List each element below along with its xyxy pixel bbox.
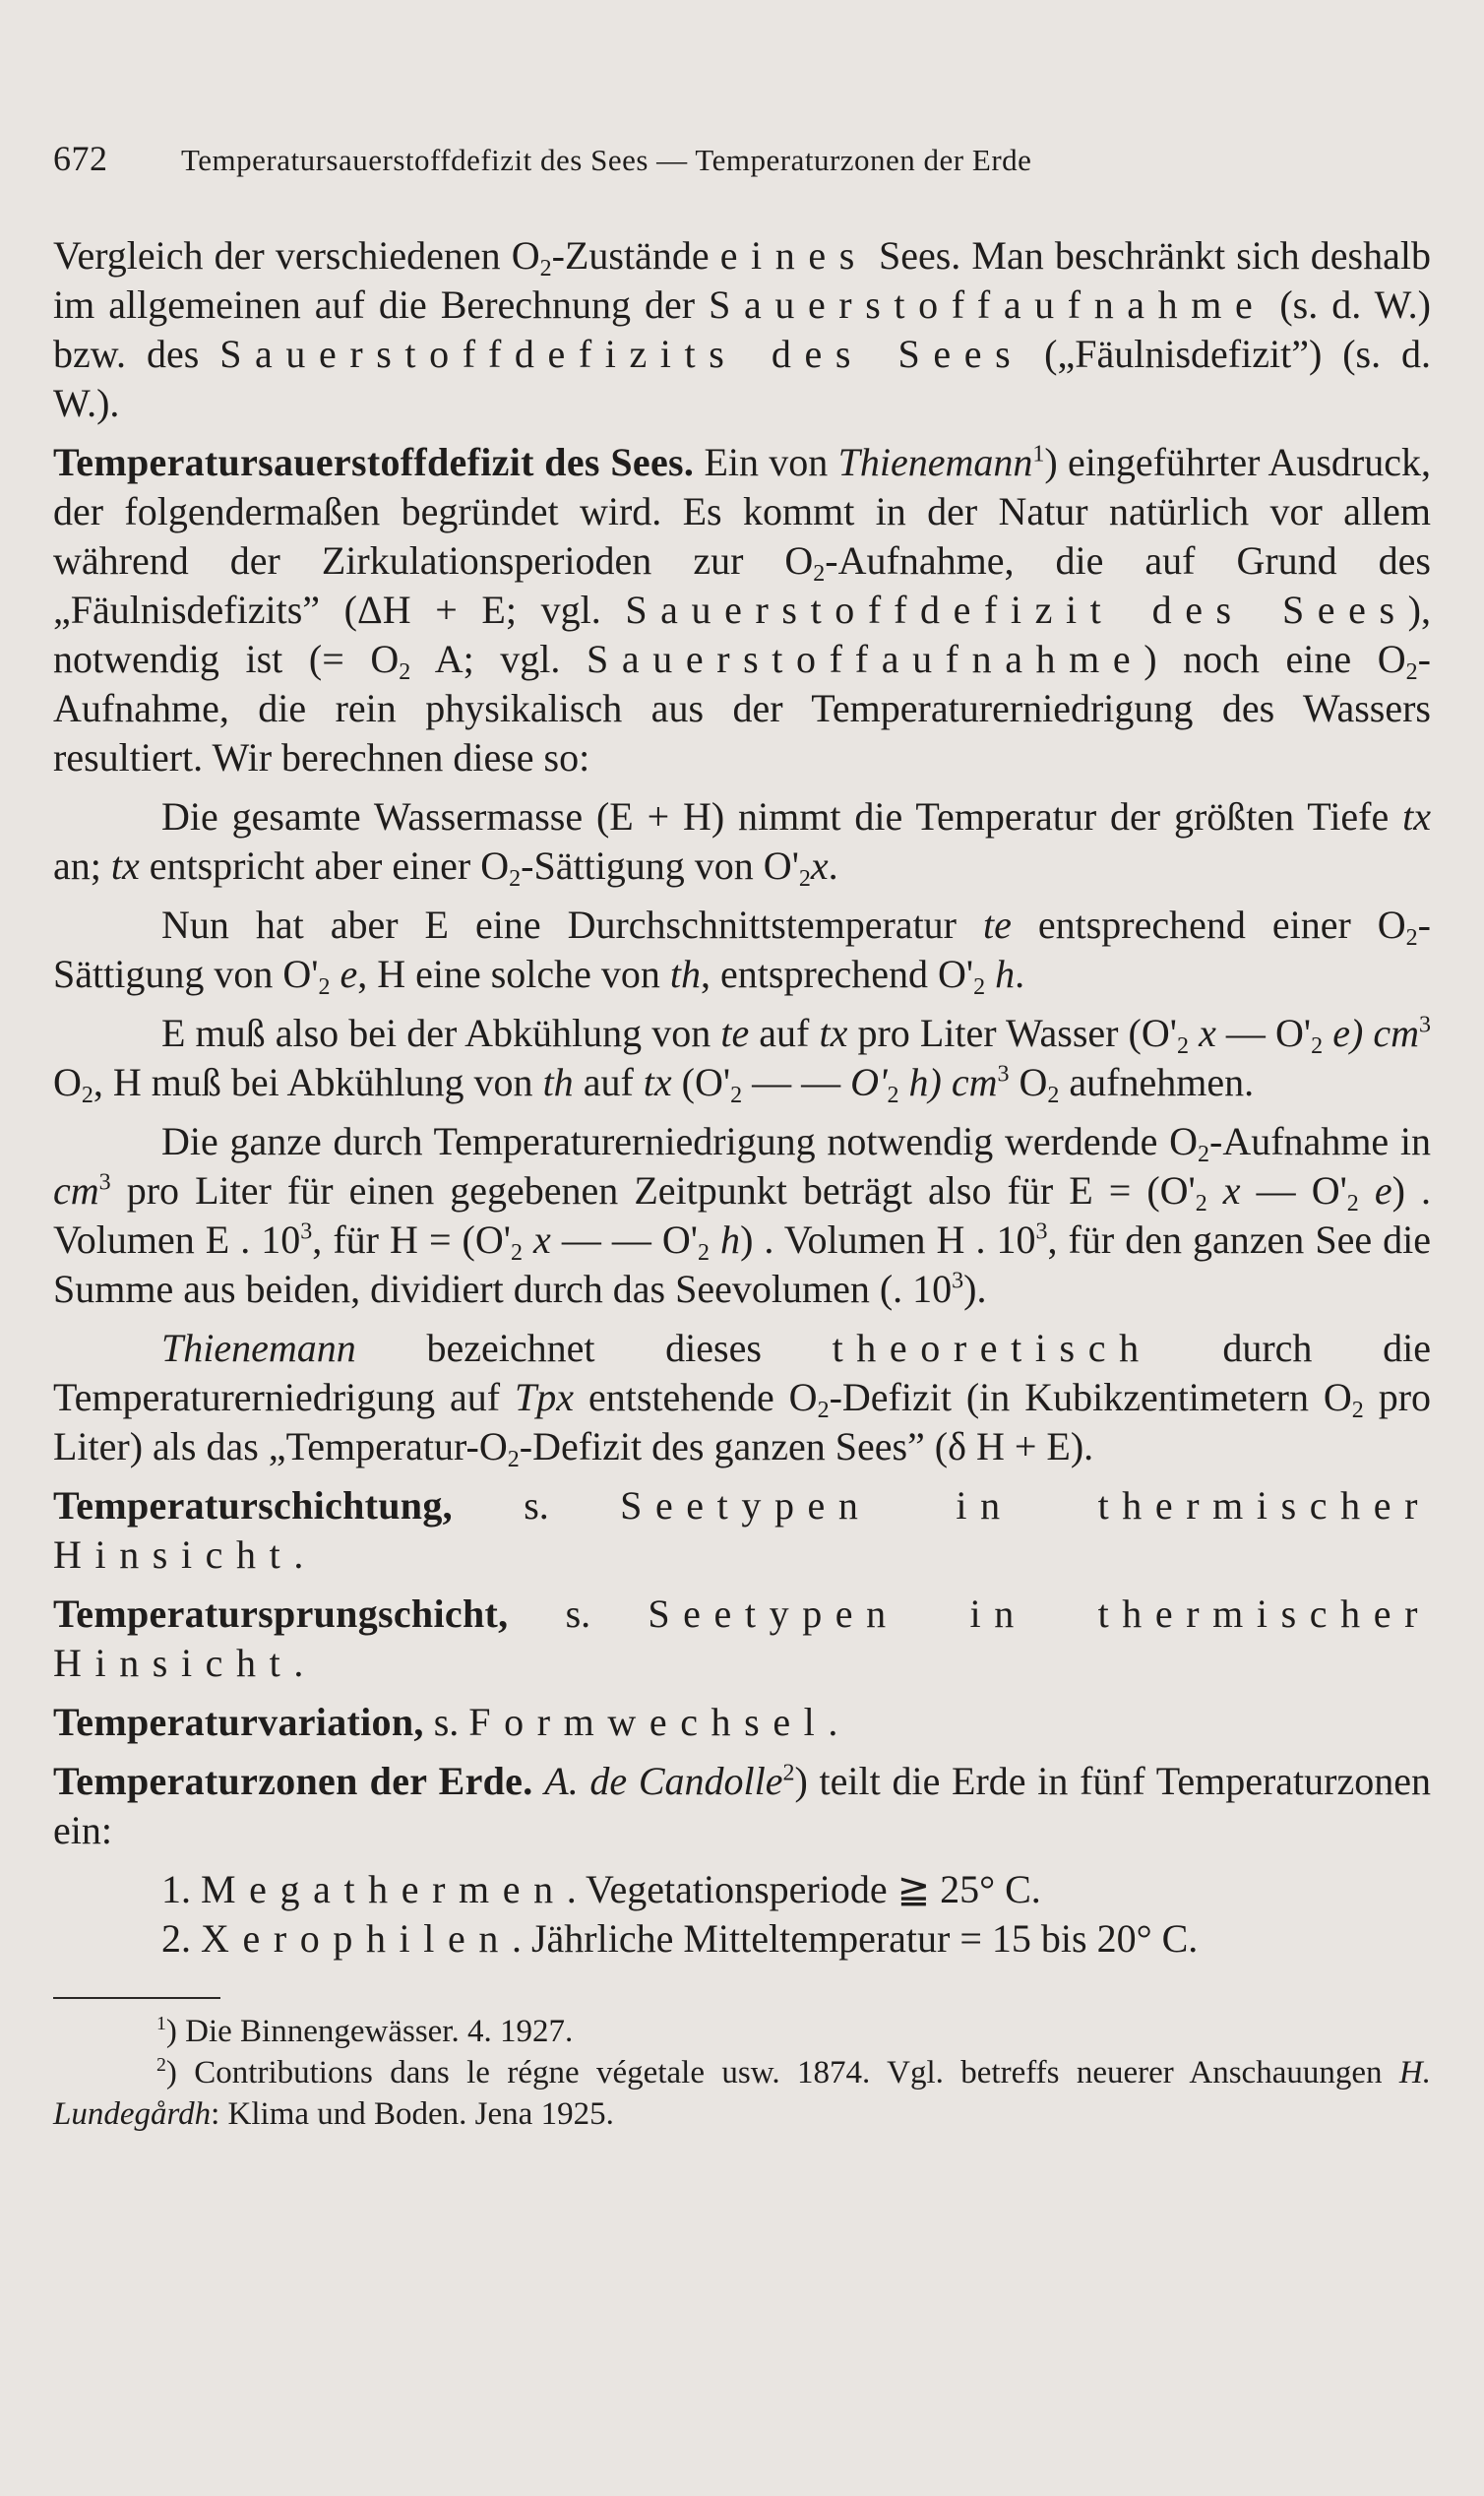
formula: te	[720, 1011, 750, 1056]
entry-heading: Temperaturschichtung,	[53, 1483, 453, 1529]
footnote-marker: 1	[1032, 441, 1045, 468]
text: Nun hat aber E eine Durchschnittstemperatur	[161, 903, 983, 948]
subscript: 2	[1198, 1142, 1210, 1168]
text: ) . Volumen E . 10	[53, 1168, 1432, 1263]
formula: h	[985, 952, 1016, 997]
formula: e	[1358, 1168, 1392, 1214]
text: , für den ganzen See die Summe aus beiden, dividiert durch das Seevolumen (. 10	[53, 1217, 1432, 1312]
subscript: 2	[1351, 1398, 1364, 1424]
author-name: Thienemann	[161, 1326, 356, 1371]
subscript: 2	[318, 974, 331, 1001]
superscript: 3	[1035, 1218, 1048, 1245]
subscript: 2	[798, 866, 811, 893]
formula: x	[522, 1217, 551, 1263]
text: — — O'	[550, 1217, 699, 1263]
entry-temperaturschichtung	[53, 1481, 1431, 1580]
formula: Tpx	[515, 1375, 575, 1420]
subscript: 2	[730, 1083, 743, 1109]
subscript: 2	[1176, 1033, 1189, 1060]
text: auf	[749, 1011, 820, 1056]
text: s.	[508, 1591, 649, 1637]
page-number: 672	[53, 139, 108, 178]
entry-temperaturzonen	[53, 1757, 1431, 1855]
subscript: 2	[813, 561, 826, 588]
text: -Defizit (in Kubikzentimetern O	[829, 1375, 1352, 1420]
spaced-emphasis: eines	[719, 233, 868, 279]
subscript: 2	[81, 1083, 93, 1109]
subscript: 2	[399, 659, 411, 686]
author-name: H. Lundegårdh	[53, 2055, 1431, 2133]
cross-reference: Seetypen in thermischer Hinsicht	[53, 1591, 1431, 1686]
formula: e) cm	[1323, 1011, 1420, 1056]
text: -Aufnahme in	[1209, 1119, 1432, 1164]
paragraph	[53, 792, 1431, 891]
spaced-emphasis: Megathermen	[201, 1867, 567, 1912]
cross-reference: Sauerstoffaufnahme	[587, 637, 1144, 682]
text: -Zustände	[551, 233, 720, 279]
list-item	[161, 1865, 1431, 1914]
text: -Defizit des ganzen Sees” (δ H + E).	[519, 1424, 1094, 1469]
subscript: 2	[507, 1447, 520, 1473]
text: bezeichnet dieses	[355, 1326, 833, 1371]
formula: tx	[819, 1011, 848, 1056]
text: s.	[452, 1483, 621, 1529]
text: ).	[963, 1267, 987, 1312]
list-number: 1.	[161, 1867, 191, 1912]
text: -Sättigung von O'	[521, 843, 799, 889]
formula: te	[982, 903, 1012, 948]
text: ) eingeführter Ausdruck, der folgendermaßen begründet wird. Es kommt in der Natur natürlich vor allem während der Zirkulationsperioden zur O	[53, 440, 1431, 584]
formula: h	[710, 1217, 741, 1263]
text: , für H = (O'	[312, 1217, 511, 1263]
footnote	[53, 2052, 1431, 2135]
subscript: 2	[1311, 1033, 1324, 1060]
footnote-marker: 1	[156, 2013, 166, 2035]
list-number: 2.	[161, 1916, 191, 1962]
book-page	[53, 138, 1431, 2135]
text: -Aufnahme, die auf Grund des „Fäulnisdefizits” (ΔH + E; vgl.	[53, 538, 1431, 633]
text: -Aufnahme, die rein physikalisch aus der Temperaturerniedrigung des Wassers resultiert. Wir berechnen diese so:	[53, 637, 1431, 780]
paragraph	[53, 1324, 1431, 1471]
author-name: Thienemann	[837, 440, 1033, 485]
text: . Jährliche Mitteltemperatur = 15 bis 20° C.	[511, 1916, 1199, 1962]
text: O	[53, 1060, 82, 1105]
subscript: 2	[1346, 1191, 1359, 1217]
text: Ein von	[694, 440, 838, 485]
formula: O'	[850, 1060, 888, 1105]
text	[533, 1759, 545, 1803]
text: — O'	[1215, 1011, 1312, 1056]
paragraph	[53, 1009, 1431, 1107]
cross-reference: Sauerstoffaufnahme	[709, 282, 1267, 328]
subscript: 2	[1047, 1083, 1060, 1109]
superscript: 3	[997, 1061, 1010, 1088]
superscript: 3	[1419, 1012, 1432, 1038]
formula: cm	[53, 1168, 99, 1214]
text: .	[828, 1700, 838, 1745]
subscript: 2	[1405, 659, 1418, 686]
text: .	[828, 843, 838, 889]
formula: tx	[110, 843, 140, 889]
text: Vergleich der verschiedenen O	[53, 233, 540, 279]
text: .	[1015, 952, 1025, 997]
text: (O'	[671, 1060, 731, 1105]
cross-reference: Seetypen in thermischer Hinsicht	[53, 1483, 1431, 1578]
text: pro Liter Wasser (O'	[847, 1011, 1177, 1056]
running-header	[53, 138, 1431, 180]
text: O	[1009, 1060, 1048, 1105]
text: E muß also bei der Abkühlung von	[161, 1011, 721, 1056]
text: .	[293, 1641, 304, 1686]
superscript: 3	[300, 1218, 313, 1245]
paragraph	[53, 901, 1431, 999]
text: — O'	[1240, 1168, 1347, 1214]
text: entspricht aber einer O	[139, 843, 510, 889]
entry-heading: Temperatursauerstoffdefizit des Sees.	[53, 440, 695, 485]
subscript: 2	[973, 974, 986, 1001]
text: s.	[423, 1700, 469, 1745]
formula: x	[810, 843, 829, 889]
formula: th	[669, 952, 702, 997]
text: auf	[573, 1060, 644, 1105]
superscript: 3	[98, 1169, 111, 1196]
text: . Vegetationsperiode ≧ 25° C.	[566, 1867, 1041, 1912]
entry-temperatursauerstoffdefizit	[53, 438, 1431, 782]
subscript: 2	[1195, 1191, 1207, 1217]
formula: x	[1188, 1011, 1216, 1056]
subscript: 2	[510, 1240, 523, 1267]
footnote-marker: 2	[156, 2054, 166, 2077]
text: („Fäulnisdefizit”) (s. d. W.).	[53, 332, 1431, 426]
footnote-marker: 2	[782, 1760, 795, 1786]
entry-temperaturvariation	[53, 1698, 1431, 1747]
text: ), notwendig ist (= O	[53, 588, 1431, 682]
paragraph	[53, 1117, 1431, 1314]
footnote-text: : Klima und Boden. Jena 1925.	[211, 2096, 614, 2133]
cross-reference: Sauerstoffdefizits des Sees	[219, 332, 1024, 377]
text: , entsprechend O'	[701, 952, 974, 997]
formula: tx	[1402, 794, 1431, 840]
footnote-text: ) Contributions dans le régne végetale usw. 1874. Vgl. betreffs neuerer Anschauungen	[165, 2055, 1399, 2091]
text: , H muß bei Abkühlung von	[93, 1060, 543, 1105]
formula: th	[542, 1060, 574, 1105]
text: entsprechend einer O	[1011, 903, 1406, 948]
text: -Sättigung von O'	[53, 903, 1431, 997]
text: — —	[742, 1060, 851, 1105]
text: ) . Volumen H . 10	[740, 1217, 1036, 1263]
entry-temperatursprungschicht	[53, 1590, 1431, 1688]
footnote-text: ) Die Binnengewässer. 4. 1927.	[165, 2014, 574, 2050]
text: Sees. Man beschränkt sich deshalb im allgemeinen auf die Berechnung der	[53, 233, 1431, 328]
spaced-emphasis: Xerophilen	[201, 1916, 512, 1962]
entry-heading: Temperatursprungschicht,	[53, 1591, 509, 1637]
text: Die gesamte Wassermasse (E + H) nimmt die Temperatur der größten Tiefe	[161, 794, 1403, 840]
entry-heading: Temperaturzonen der Erde.	[53, 1759, 533, 1804]
footnote-divider	[53, 1997, 220, 1999]
subscript: 2	[887, 1083, 899, 1109]
subscript: 2	[698, 1240, 711, 1267]
subscript: 2	[539, 256, 552, 282]
list-item	[53, 1914, 1431, 1964]
subscript: 2	[509, 866, 522, 893]
text: Die ganze durch Temperaturerniedrigung notwendig werdende O	[161, 1119, 1199, 1164]
text: entstehende O	[574, 1375, 818, 1420]
entry-heading: Temperaturvariation,	[53, 1700, 424, 1745]
text: , H eine solche von	[357, 952, 670, 997]
formula: tx	[643, 1060, 672, 1105]
text: .	[293, 1532, 304, 1578]
formula: h) cm	[898, 1060, 998, 1105]
text: A; vgl.	[410, 637, 587, 682]
text: pro Liter für einen gegebenen Zeitpunkt beträgt also für E = (O'	[110, 1168, 1196, 1214]
text: ) noch eine O	[1144, 637, 1406, 682]
running-title: Temperatursauerstoffdefizit des Sees — Temperaturzonen der Erde	[181, 143, 1032, 177]
paragraph-continuation	[53, 231, 1431, 428]
spaced-emphasis: theoretisch	[832, 1326, 1152, 1371]
formula: e	[330, 952, 358, 997]
text: ) teilt die Erde in fünf Temperaturzonen ein:	[53, 1759, 1431, 1853]
text: an;	[53, 843, 111, 889]
subscript: 2	[1405, 925, 1418, 952]
author-name: A. de Candolle	[544, 1759, 783, 1804]
superscript: 3	[952, 1268, 964, 1294]
text: aufnehmen.	[1059, 1060, 1255, 1105]
text: pro Liter) als das „Temperatur-O	[53, 1375, 1432, 1469]
text: durch die Temperaturerniedrigung auf	[53, 1326, 1431, 1420]
cross-reference: Formwechsel	[468, 1700, 829, 1745]
cross-reference: Sauerstoffdefizit des Sees	[625, 588, 1408, 633]
footnote	[53, 2011, 1431, 2052]
text: (s. d. W.) bzw. des	[53, 282, 1431, 377]
subscript: 2	[817, 1398, 830, 1424]
formula: x	[1206, 1168, 1241, 1214]
